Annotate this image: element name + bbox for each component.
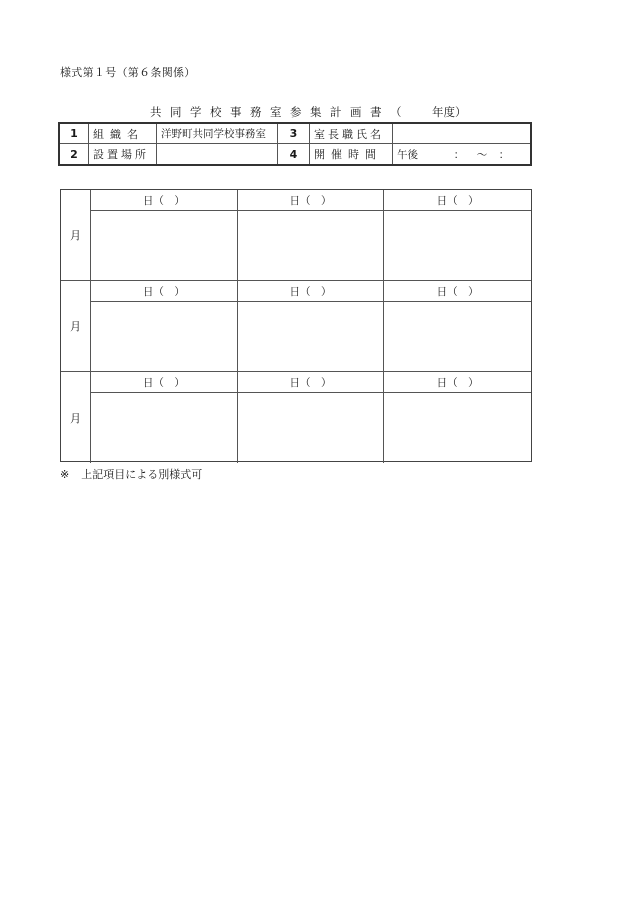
schedule-grid <box>60 189 532 462</box>
chief-name-value[interactable] <box>393 124 530 144</box>
reference-mark: ※ <box>60 468 70 481</box>
day-header[interactable]: 日（ ） <box>91 190 238 211</box>
day-header[interactable]: 日（ ） <box>238 190 385 211</box>
item-number-4: 4 <box>278 144 310 164</box>
day-header[interactable]: 日（ ） <box>384 372 531 393</box>
footnote-text: 上記項目による別様式可 <box>81 468 203 481</box>
form-number: 様式第１号（第６条関係） <box>60 66 196 79</box>
meeting-time-value[interactable] <box>393 144 530 164</box>
day-content-cell[interactable] <box>384 302 531 372</box>
day-content-cell[interactable] <box>238 211 385 281</box>
location-value[interactable] <box>157 144 278 164</box>
info-table <box>58 122 532 166</box>
day-content-cell[interactable] <box>384 211 531 281</box>
day-content-cell[interactable] <box>238 393 385 463</box>
time-tilde: 〜 <box>476 148 488 161</box>
item-number-1: 1 <box>60 124 89 144</box>
organization-name-label: 組織名 <box>89 124 157 144</box>
document-title <box>150 104 467 120</box>
day-content-cell[interactable] <box>384 393 531 463</box>
day-content-cell[interactable] <box>91 393 238 463</box>
day-content-cell[interactable] <box>238 302 385 372</box>
time-colon-start: ： <box>453 148 465 161</box>
title-main: 共同学校事務室参集計画書（ <box>150 105 410 119</box>
day-header[interactable]: 日（ ） <box>384 190 531 211</box>
title-year-suffix: 年度） <box>432 105 467 119</box>
day-header[interactable]: 日（ ） <box>384 281 531 302</box>
item-number-2: 2 <box>60 144 89 164</box>
time-colon-end: ： <box>498 148 510 161</box>
time-prefix: 午後 <box>397 148 418 161</box>
location-label: 設置場所 <box>89 144 157 164</box>
organization-name-value[interactable]: 洋野町共同学校事務室 <box>157 124 278 144</box>
meeting-time-label: 開催時間 <box>310 144 393 164</box>
month-cell[interactable]: 月 <box>61 190 91 281</box>
item-number-3: 3 <box>278 124 310 144</box>
chief-name-label: 室長職氏名 <box>310 124 393 144</box>
day-header[interactable]: 日（ ） <box>91 281 238 302</box>
day-content-cell[interactable] <box>91 302 238 372</box>
month-cell[interactable]: 月 <box>61 372 91 463</box>
day-header[interactable]: 日（ ） <box>238 372 385 393</box>
day-header[interactable]: 日（ ） <box>238 281 385 302</box>
day-header[interactable]: 日（ ） <box>91 372 238 393</box>
day-content-cell[interactable] <box>91 211 238 281</box>
footnote <box>60 466 202 482</box>
month-cell[interactable]: 月 <box>61 281 91 372</box>
